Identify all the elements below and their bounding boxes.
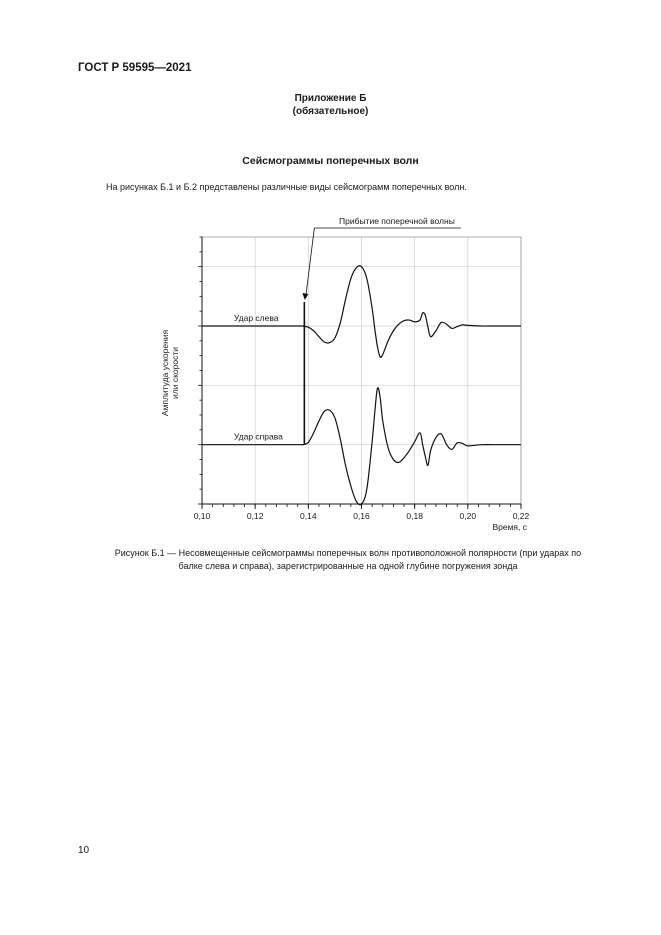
annotation-text: Прибытие поперечной волны (339, 216, 455, 226)
figure-caption (80, 547, 616, 573)
page-number: 10 (78, 845, 90, 856)
intro-paragraph: На рисунках Б.1 и Б.2 представлены различные виды сейсмограмм поперечных волн. (106, 182, 467, 192)
x-tick-label-0: 0,10 (193, 511, 211, 521)
x-tick-label-2: 0,14 (300, 511, 317, 521)
chart-labels (160, 329, 528, 532)
y-axis-label-line2: или скорости (170, 347, 180, 399)
annotation-arrow-head (302, 293, 308, 300)
appendix-title-line2: (обязательное) (292, 106, 369, 117)
chart-grid (202, 237, 521, 504)
x-tick-label-4: 0,18 (406, 511, 423, 521)
x-tick-label-6: 0,22 (512, 511, 530, 521)
x-tick-label-3: 0,16 (353, 511, 370, 521)
series-label-1: Удар справа (233, 431, 283, 442)
document-header: ГОСТ Р 59595—2021 (78, 62, 192, 74)
series-label-0: Удар слева (233, 313, 279, 323)
x-tick-label-5: 0,20 (459, 511, 477, 521)
figure-caption-line2: балке слева и справа), зарегистрированные на одной глубине погружения зонда (178, 561, 518, 571)
x-tick-label-1: 0,12 (246, 511, 264, 521)
annotation-arrow-shaft (306, 228, 315, 296)
y-axis-label-line1: Амплитуда ускорения (160, 329, 170, 417)
x-axis-label: Время, с (492, 522, 527, 532)
appendix-title-line1: Приложение Б (294, 93, 367, 104)
section-title: Сейсмограммы поперечных волн (242, 155, 419, 167)
figure-caption-line1: Рисунок Б.1 — Несовмещенные сейсмограммы поперечных волн противоположной полярности (при ударах по (114, 548, 582, 558)
